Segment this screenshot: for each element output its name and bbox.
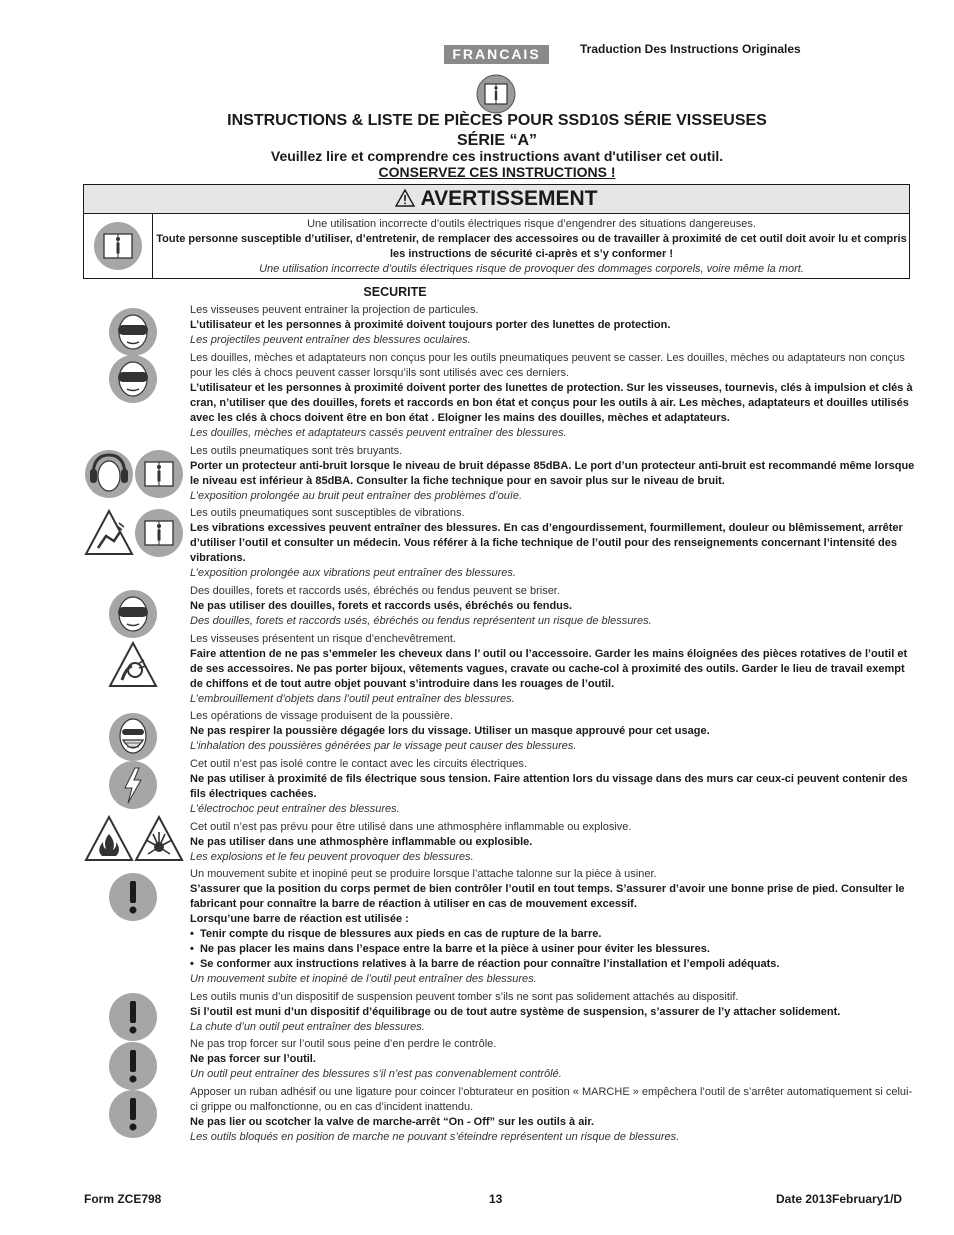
safety-section-throttle: [190, 1085, 915, 1145]
safety-section-worn-parts: [190, 584, 915, 629]
section-instruction: L’utilisateur et les personnes à proximité doivent toujours porter des lunettes de protection.: [190, 319, 671, 331]
section-intro: Cet outil n’est pas isolé contre le contact avec les circuits électriques.: [190, 758, 527, 770]
read-manual-icon: [134, 449, 184, 499]
read-manual-icon: [476, 74, 516, 114]
form-number: Form ZCE798: [84, 1192, 162, 1206]
section-intro: Les outils pneumatiques sont très bruyants.: [190, 445, 403, 457]
section-intro: Ne pas trop forcer sur l’outil sous peine d’en perdre le contrôle.: [190, 1038, 497, 1050]
safety-section-electrical: [190, 757, 915, 817]
safety-section-entanglement: [190, 632, 915, 707]
dust-mask-icon: [108, 712, 158, 762]
safety-section-dust: [190, 709, 915, 754]
section-intro: Les visseuses peuvent entrainer la projection de particules.: [190, 304, 479, 316]
section-instruction: Si l’outil est muni d’un dispositif d’équilibrage ou de tout autre système de suspension, s’assurer de l’y attacher solidement.: [190, 1006, 841, 1018]
safety-section-explosive: [190, 820, 915, 865]
read-manual-icon: [134, 508, 184, 558]
document-date: Date 2013February1/D: [776, 1192, 903, 1206]
vibration-hazard-icon: [84, 508, 134, 558]
section-consequence: L’électrochoc peut entraîner des blessures.: [190, 803, 400, 815]
safety-section-force: [190, 1037, 915, 1082]
safety-section-sockets: [190, 351, 915, 441]
section-intro: Les visseuses présentent un risque d’enchevêtrement.: [190, 633, 456, 645]
page-title: INSTRUCTIONS & LISTE DE PIÈCES POUR SSD10S SÉRIE VISSEUSES: [227, 112, 767, 129]
bullet-item: • Tenir compte du risque de blessures aux pieds en cas de rupture de la barre.: [190, 928, 602, 940]
warning-header: [84, 185, 909, 214]
section-instruction: Ne pas utiliser dans une athmosphère inflammable ou explosible.: [190, 836, 533, 848]
warning-heading: AVERTISSEMENT: [420, 187, 598, 210]
warning-line-1: Une utilisation incorrecte d’outils électriques risque d’engendrer des situations dangereuses.: [307, 218, 756, 230]
safety-section-particles: [190, 303, 915, 348]
warning-line-3: Une utilisation incorrecte d’outils électriques risque de provoquer des dommages corporels, voire même la mort.: [259, 263, 804, 275]
general-warning-icon: [108, 992, 158, 1042]
section-consequence: Les douilles, mèches et adaptateurs cassés peuvent entraîner des blessures.: [190, 427, 567, 439]
safety-section-suspension: [190, 990, 915, 1035]
keep-instructions-note: CONSERVEZ CES INSTRUCTIONS !: [378, 164, 616, 180]
section-instruction: Ne pas forcer sur l’outil.: [190, 1053, 316, 1065]
section-consequence: Un outil peut entraîner des blessures s’il n’est pas convenablement contrôlé.: [190, 1068, 562, 1080]
section-instruction: Porter un protecteur anti-bruit lorsque le niveau de bruit dépasse 85dBA. Le port d’un protecteur anti-bruit est recommandé même lorsque le niveau est inférieur à 85dBA. Consulter la fiche technique pour en savoir plus sur le niveau de bruit.: [190, 460, 915, 487]
warning-box: [83, 184, 910, 279]
section-instruction: Faire attention de ne pas s’emmeler les cheveux dans l’ outil ou l’accessoire. Garder les mains éloignées des pièces rotatives de l’outil et de ses accessoires. Ne pas porter bijoux, vêtements vagues, cravate ou cache-col à proximité des outils. Garder le lieu de travail exempt de chiffons et de tout autre objet pouvant s’introduire dans les rouages de l’outil.: [190, 648, 908, 690]
section-consequence: Les projectiles peuvent entraîner des blessures oculaires.: [190, 334, 471, 346]
page-number: 13: [489, 1192, 503, 1206]
translation-note: Traduction Des Instructions Originales: [580, 42, 801, 56]
general-warning-icon: [108, 872, 158, 922]
warning-icon-cell: [84, 214, 153, 278]
section-intro: Cet outil n’est pas prévu pour être utilisé dans une athmosphère inflammable ou explosive.: [190, 821, 632, 833]
safety-section-vibration: [190, 506, 915, 581]
explosion-hazard-icon: [134, 814, 184, 864]
bullet-item: • Se conformer aux instructions relatives à la barre de réaction pour connaître l’installation et l’empoli adéquats.: [190, 958, 780, 970]
warning-triangle-icon: [395, 189, 415, 207]
warning-text: [154, 217, 909, 277]
page-title-series: SÉRIE “A”: [456, 132, 537, 149]
section-intro: Les outils munis d’un dispositif de suspension peuvent tomber s’ils ne sont pas solidement attachés au dispositif.: [190, 991, 739, 1003]
section-instruction: Ne pas respirer la poussière dégagée lors du vissage. Utiliser un masque approuvé pour cet usage.: [190, 725, 710, 737]
general-warning-icon: [108, 1089, 158, 1139]
section-consequence: L’exposition prolongée au bruit peut entraîner des problèmes d’ouïe.: [190, 490, 523, 502]
safety-heading: SECURITE: [363, 285, 427, 299]
read-instructions-note: Veuillez lire et comprendre ces instructions avant d'utiliser cet outil.: [270, 148, 724, 164]
section-intro: Les outils pneumatiques sont susceptibles de vibrations.: [190, 507, 465, 519]
bullet-item: • Ne pas placer les mains dans l’espace entre la barre et la pièce à usiner pour éviter les blessures.: [190, 943, 710, 955]
section-consequence: Les outils bloqués en position de marche ne pouvant s’éteindre représentent un risque de blessures.: [190, 1131, 680, 1143]
section-intro: Un mouvement subite et inopiné peut se produire lorsque l’attache talonne sur la pièce à usiner.: [190, 868, 657, 880]
section-intro: Des douilles, forets et raccords usés, ébréchés ou fendus peuvent se briser.: [190, 585, 560, 597]
fire-hazard-icon: [84, 814, 134, 864]
entanglement-hazard-icon: [108, 640, 158, 690]
section-instruction: Ne pas utiliser des douilles, forets et raccords usés, ébréchés ou fendus.: [190, 600, 573, 612]
safety-glasses-icon: [108, 589, 158, 639]
section-instruction: Ne pas utiliser à proximité de fils électrique sous tension. Faire attention lors du vissage dans des murs car ceux-ci peuvent contenir des fils électriques cachées.: [190, 773, 908, 800]
safety-glasses-icon: [108, 354, 158, 404]
safety-section-reaction-bar: [190, 867, 915, 987]
section-consequence: Un mouvement subite et inopiné de l’outil peut entraîner des blessures.: [190, 973, 537, 985]
safety-section-noise: [190, 444, 915, 504]
general-warning-icon: [108, 1041, 158, 1091]
section-consequence: L’embrouillement d’objets dans l’outil peut entraîner des blessures.: [190, 693, 515, 705]
section-consequence: Les explosions et le feu peuvent provoquer des blessures.: [190, 851, 474, 863]
warning-line-2: Toute personne susceptible d’utiliser, d’entretenir, de remplacer des accessoires ou de travailler à proximité de cet outil doit avoir lu et compris les instructions de sécurité ci-après et s’y conformer !: [156, 233, 907, 260]
read-manual-icon: [93, 221, 143, 271]
ear-protection-icon: [84, 449, 134, 499]
section-instruction: Ne pas lier ou scotcher la valve de marche-arrêt “On - Off” sur les outils à air.: [190, 1116, 595, 1128]
section-intro: Apposer un ruban adhésif ou une ligature pour coincer l’obturateur en position « MARCHE » empêchera l’outil de s’arrêter automatiquement si celui-ci grippe ou malfonctionne, ou en cas d’incident inattendu.: [190, 1086, 913, 1113]
section-consequence: La chute d’un outil peut entraîner des blessures.: [190, 1021, 425, 1033]
section-consequence: L’inhalation des poussières générées par le vissage peut causer des blessures.: [190, 740, 577, 752]
section-intro: Les opérations de vissage produisent de la poussière.: [190, 710, 453, 722]
safety-glasses-icon: [108, 307, 158, 357]
section-instruction-reaction-bar: Lorsqu’une barre de réaction est utilisée :: [190, 913, 409, 925]
language-tag: FRANCAIS: [444, 45, 549, 64]
section-intro: Les douilles, mèches et adaptateurs non conçus pour les outils pneumatiques peuvent se casser. Les douilles, mèches ou adaptateurs non conçus pour les clés à chocs peuvent casser lorsqu’ils sont utilisés avec ces derniers.: [190, 352, 905, 379]
section-consequence: Des douilles, forets et raccords usés, ébréchés ou fendus représentent un risque de blessures.: [190, 615, 652, 627]
section-instruction: L’utilisateur et les personnes à proximité doivent porter des lunettes de protection. Sur les visseuses, tournevis, clés à impulsion et clés à cran, n’utiliser que des douilles, forets et raccords en bon état et conçus pour les outils à air. Les mèches, adaptateurs et douilles utilisés avec les clés à chocs doivent être en bon état . Eloigner les mains des douilles, mèches et adaptateurs.: [190, 382, 913, 424]
section-instruction: Les vibrations excessives peuvent entraîner des blessures. En cas d’engourdissement, fourmillement, douleur ou blêmissement, arrêter d’utiliser l’outil et consulter un médecin. Vous référer à la fiche technique de l’outil pour des renseignements concernant l’intensité des vibrations.: [190, 522, 903, 564]
section-consequence: L’exposition prolongée aux vibrations peut entraîner des blessures.: [190, 567, 516, 579]
section-instruction: S’assurer que la position du corps permet de bien contrôler l’outil en tout temps. S’assurer d’avoir une bonne prise de pied. Consulter le fabricant pour connaître la barre de réaction à utiliser en cas de mouvement excessif.: [190, 883, 905, 910]
electric-shock-icon: [108, 760, 158, 810]
